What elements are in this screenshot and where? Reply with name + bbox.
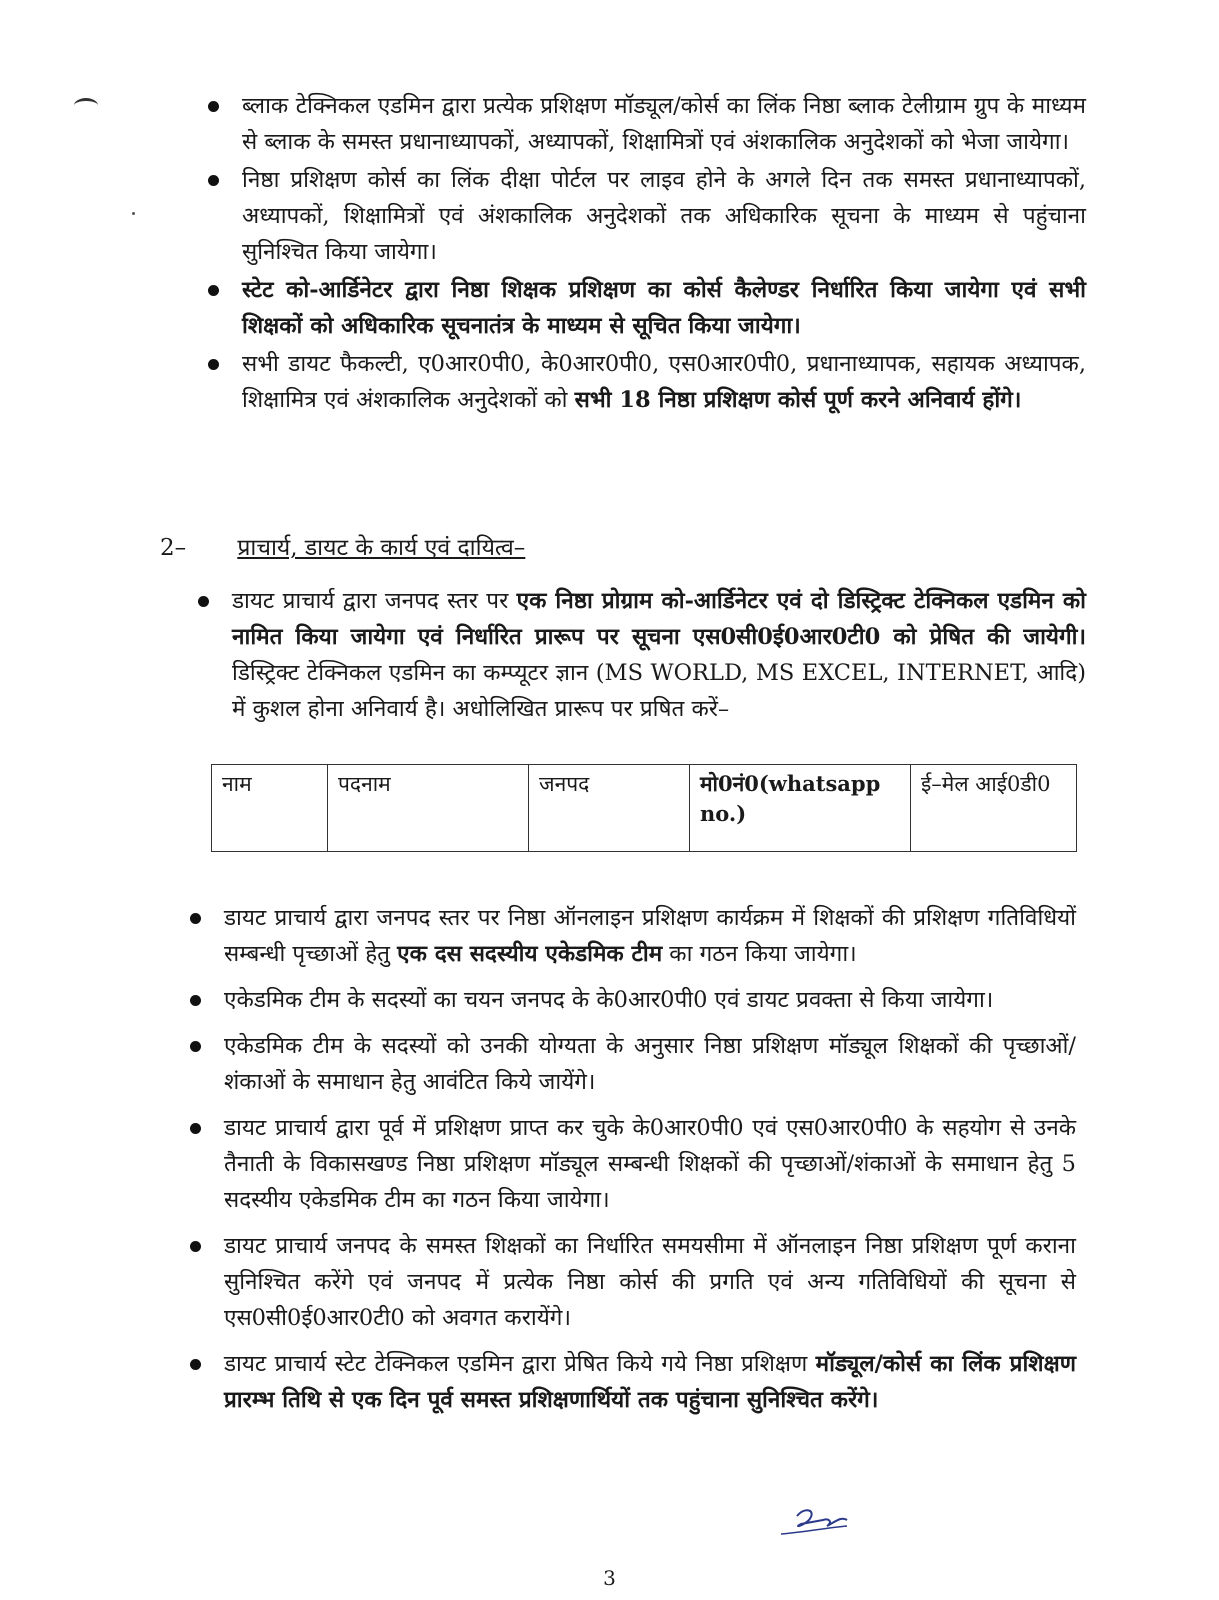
bullet-item	[206, 346, 1086, 418]
bullet-text: का गठन किया जायेगा।	[662, 941, 857, 967]
bullet-item	[188, 982, 1076, 1018]
format-table	[211, 764, 1077, 852]
bullet-text-bold: एक दस सदस्यीय एकेडमिक टीम	[397, 941, 663, 967]
bullet-text: निष्ठा प्रशिक्षण कोर्स का लिंक दीक्षा पोर्टल पर लाइव होने के अगले दिन तक समस्त प्रधानाध्यापकों, अध्यापकों, शिक्षामित्रों एवं अंशकालिक अनुदेशकों तक अधिकारिक सूचना के माध्यम से पहुंचाना सुनिश्चित किया जायेगा।	[242, 167, 1086, 265]
bullet-item	[188, 1110, 1076, 1218]
bullet-text: एकेडमिक टीम के सदस्यों का चयन जनपद के के0आर0पी0 एवं डायट प्रवक्ता से किया जायेगा।	[224, 987, 994, 1013]
bullet-item	[188, 1228, 1076, 1336]
bullet-item	[206, 162, 1086, 270]
table-header-row	[212, 765, 1077, 852]
section2-bullet-list-intro	[196, 583, 1086, 727]
section2-heading	[160, 530, 1060, 566]
bullet-item	[188, 1028, 1076, 1100]
bullet-item	[188, 1346, 1076, 1418]
bullet-item	[188, 900, 1076, 972]
bullet-text-bold: सभी 18 निष्ठा प्रशिक्षण कोर्स पूर्ण करने अनिवार्य होंगे।	[574, 387, 1022, 413]
bullet-item	[196, 583, 1086, 727]
bullet-text-bold: मॉड्यूल/कोर्स का लिंक प्रशिक्षण प्रारम्भ तिथि से एक दिन पूर्व समस्त प्रशिक्षणार्थियों तक पहुंचाना सुनिश्चित करेंगे।	[224, 1351, 1076, 1413]
section2-bullet-list	[188, 900, 1076, 1428]
bullet-item	[206, 272, 1086, 344]
bullet-text: डायट प्राचार्य द्वारा पूर्व में प्रशिक्षण प्राप्त कर चुके के0आर0पी0 एवं एस0आर0पी0 के सहयोग से उनके तैनाती के विकासखण्ड निष्ठा प्रशिक्षण मॉड्यूल सम्बन्धी शिक्षकों की पृच्छाओं/शंकाओं के समाधान हेतु 5 सदस्यीय एकेडमिक टीम का गठन किया जायेगा।	[224, 1115, 1076, 1213]
table-header-cell: पदनाम	[328, 765, 529, 852]
bullet-text-bold: स्टेट को-आर्डिनेटर द्वारा निष्ठा शिक्षक प्रशिक्षण का कोर्स कैलेण्डर निर्धारित किया जायेगा एवं सभी शिक्षकों को अधिकारिक सूचनातंत्र के माध्यम से सूचित किया जायेगा।	[242, 277, 1086, 339]
table-header-cell: मो0नं0(whatsapp no.)	[690, 765, 911, 852]
scan-dot	[132, 212, 135, 215]
section1-bullet-list	[206, 88, 1086, 420]
bullet-text: डायट प्राचार्य जनपद के समस्त शिक्षकों का निर्धारित समयसीमा में ऑनलाइन निष्ठा प्रशिक्षण पूर्ण कराना सुनिश्चित करेंगे एवं जनपद में प्रत्येक निष्ठा कोर्स की प्रगति एवं अन्य गतिविधियों की सूचना से एस0सी0ई0आर0टी0 को अवगत करायेंगे।	[224, 1233, 1076, 1331]
bullet-text: सभी डायट फैकल्टी, ए0आर0पी0, के0आर0पी0, एस0आर0पी0, प्रधानाध्यापक, सहायक अध्यापक, शिक्षामित्र एवं अंशकालिक अनुदेशकों को	[242, 351, 1086, 413]
corner-mark	[74, 98, 98, 113]
format-table-wrapper	[211, 764, 1077, 852]
table-header-cell: नाम	[212, 765, 328, 852]
bullet-text: ब्लाक टेक्निकल एडमिन द्वारा प्रत्येक प्रशिक्षण मॉड्यूल/कोर्स का लिंक निष्ठा ब्लाक टेलीग्राम ग्रुप के माध्यम से ब्लाक के समस्त प्रधानाध्यापकों, अध्यापकों, शिक्षामित्रों एवं अंशकालिक अनुदेशकों को भेजा जायेगा।	[242, 93, 1086, 155]
bullet-text: डायट प्राचार्य द्वारा जनपद स्तर पर निष्ठा ऑनलाइन प्रशिक्षण कार्यक्रम में शिक्षकों की प्रशिक्षण गतिविधियों सम्बन्धी पृच्छाओं हेतु	[224, 905, 1076, 967]
section-number: 2–	[160, 535, 187, 561]
signature-mark	[775, 1502, 855, 1542]
bullet-text: डायट प्राचार्य स्टेट टेक्निकल एडमिन द्वारा प्रेषित किये गये निष्ठा प्रशिक्षण	[224, 1351, 816, 1377]
section-title: प्राचार्य, डायट के कार्य एवं दायित्व–	[237, 535, 526, 561]
table-header-cell: जनपद	[529, 765, 690, 852]
bullet-text: डायट प्राचार्य द्वारा जनपद स्तर पर	[232, 588, 517, 614]
bullet-text-bold: एक निष्ठा प्रोग्राम को-आर्डिनेटर एवं दो डिस्ट्रिक्ट टेक्निकल एडमिन को नामित किया जायेगा एवं निर्धारित प्रारूप पर सूचना एस0सी0ई0आर0टी0 को प्रेषित की जायेगी।	[232, 588, 1086, 650]
bullet-item	[206, 88, 1086, 160]
table-header-cell: ई–मेल आई0डी0	[911, 765, 1077, 852]
bullet-text: डिस्ट्रिक्ट टेक्निकल एडमिन का कम्प्यूटर ज्ञान (MS WORLD, MS EXCEL, INTERNET, आदि) में कुशल होना अनिवार्य है। अधोलिखित प्रारूप पर प्रषित करें–	[232, 660, 1086, 722]
bullet-text: एकेडमिक टीम के सदस्यों को उनकी योग्यता के अनुसार निष्ठा प्रशिक्षण मॉड्यूल शिक्षकों की पृच्छाओं/शंकाओं के समाधान हेतु आवंटित किये जायेंगे।	[224, 1033, 1076, 1095]
page-number: 3	[603, 1566, 616, 1590]
